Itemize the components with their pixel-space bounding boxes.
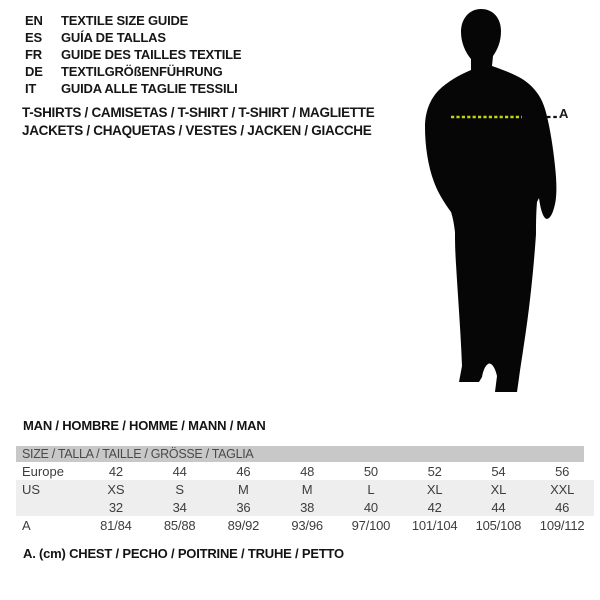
category-jackets: JACKETS / CHAQUETAS / VESTES / JACKEN / GIACCHE [22, 122, 372, 138]
table-cell: XXL [550, 481, 575, 497]
language-row [25, 63, 241, 80]
man-silhouette-icon [420, 6, 580, 398]
table-cell: 109/112 [539, 517, 585, 533]
table-cell: 50 [363, 463, 378, 479]
table-cell: 89/92 [227, 517, 260, 533]
language-code: DE [25, 64, 43, 79]
row-label: US [22, 481, 41, 497]
table-cell: 97/100 [351, 517, 391, 533]
row-label: A [22, 517, 31, 533]
table-cell: 42 [427, 499, 442, 515]
table-cell: M [238, 481, 249, 497]
table-cell: XL [490, 481, 507, 497]
table-cell: XL [426, 481, 443, 497]
language-code: IT [25, 81, 37, 96]
table-cell: XS [107, 481, 125, 497]
table-row [16, 516, 594, 534]
table-cell: L [367, 481, 375, 497]
category-tshirts: T-SHIRTS / CAMISETAS / T-SHIRT / T-SHIRT / MAGLIETTE [22, 105, 375, 120]
man-silhouette-figure [420, 6, 580, 398]
table-cell: 81/84 [100, 517, 132, 533]
section-title: MAN / HOMBRE / HOMME / MANN / MAN [23, 418, 266, 433]
table-cell: 101/104 [411, 517, 458, 533]
table-cell: 54 [491, 463, 506, 479]
table-cell: 38 [300, 499, 315, 515]
table-cell: 52 [427, 463, 442, 479]
table-cell: 46 [555, 499, 570, 515]
language-row [25, 12, 241, 29]
language-code: ES [25, 30, 42, 45]
language-row [25, 46, 241, 63]
language-code: EN [25, 13, 43, 28]
table-cell: 85/88 [163, 517, 196, 533]
table-cell: 36 [236, 499, 251, 515]
measure-label-a: A [559, 106, 569, 121]
table-cell: S [175, 481, 184, 497]
language-label: GUIDE DES TAILLES TEXTILE [61, 47, 242, 62]
table-cell: 40 [363, 499, 378, 515]
language-row [25, 80, 241, 97]
language-row [25, 29, 241, 46]
language-list [25, 12, 241, 97]
table-cell: 48 [300, 463, 315, 479]
size-table-header: SIZE / TALLA / TAILLE / GRÖSSE / TAGLIA [16, 446, 584, 462]
table-cell: 34 [172, 499, 187, 515]
table-cell: 44 [491, 499, 506, 515]
table-row [16, 498, 594, 516]
table-cell: 93/96 [291, 517, 323, 533]
table-cell: 105/108 [475, 517, 522, 533]
row-label: Europe [22, 463, 64, 479]
table-cell: 32 [108, 499, 123, 515]
language-label: GUIDA ALLE TAGLIE TESSILI [61, 81, 238, 96]
table-cell: 46 [236, 463, 251, 479]
category-lines [22, 104, 374, 139]
language-label: GUÍA DE TALLAS [61, 30, 166, 45]
table-row [16, 462, 594, 480]
size-table-body [16, 462, 594, 534]
table-cell: 42 [108, 463, 123, 479]
language-label: TEXTILE SIZE GUIDE [61, 13, 189, 28]
table-row [16, 480, 594, 498]
table-cell: M [301, 481, 313, 497]
language-code: FR [25, 47, 42, 62]
language-label: TEXTILGRÖßENFÜHRUNG [61, 64, 223, 79]
table-cell: 56 [555, 463, 570, 479]
table-cell: 44 [172, 463, 187, 479]
footnote-chest: A. (cm) CHEST / PECHO / POITRINE / TRUHE / PETTO [23, 546, 344, 561]
size-table [16, 446, 594, 534]
